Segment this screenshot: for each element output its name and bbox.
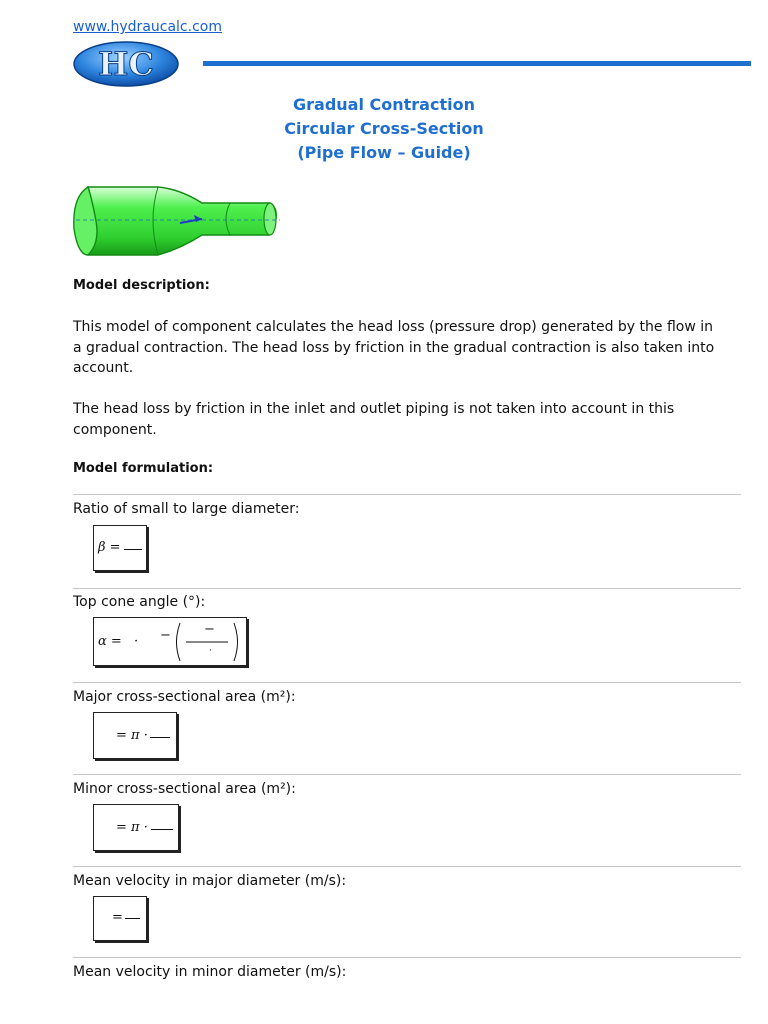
title-line-3: (Pipe Flow – Guide) (297, 143, 471, 162)
minor-velocity-label: Mean velocity in minor diameter (m/s): (73, 964, 347, 980)
major-area-formula (93, 712, 177, 759)
fraction-bar (151, 829, 173, 830)
formula-text: = π · (116, 728, 148, 743)
section-divider (73, 957, 741, 958)
cone-angle-label: Top cone angle (°): (73, 594, 206, 610)
title-line-1: Gradual Contraction (293, 95, 475, 114)
formula-text: = (112, 910, 123, 925)
major-velocity-formula (93, 896, 147, 941)
major-area-label: Major cross-sectional area (m²): (73, 689, 296, 705)
multiply-dot: · (134, 634, 139, 649)
numerator-minus: − (204, 622, 215, 637)
fraction-bar (124, 549, 142, 550)
description-paragraph-2: The head loss by friction in the inlet and outlet piping is not taken into account in this component. (73, 401, 675, 438)
minor-area-formula (93, 804, 179, 851)
svg-text:HC: HC (98, 45, 154, 83)
minor-area-label: Minor cross-sectional area (m²): (73, 781, 296, 797)
formula-text: = π · (116, 820, 148, 835)
formula-text: β = (98, 540, 121, 555)
fraction-bar (150, 737, 170, 738)
header-rule (203, 61, 751, 66)
minus-sign: − (160, 628, 171, 643)
site-link[interactable]: www.hydraucalc.com (73, 19, 222, 35)
cone-angle-formula (93, 617, 247, 666)
section-divider (73, 774, 741, 775)
major-velocity-label: Mean velocity in major diameter (m/s): (73, 873, 347, 889)
title-line-2: Circular Cross-Section (284, 119, 484, 138)
page-title (0, 93, 768, 165)
section-divider (73, 494, 741, 495)
section-divider (73, 588, 741, 589)
fraction-bar (125, 918, 140, 919)
model-description-heading: Model description: (73, 278, 210, 293)
ratio-diameter-formula (93, 525, 147, 571)
section-divider (73, 682, 741, 683)
denominator-dot: · (209, 646, 212, 656)
gradual-contraction-illustration (70, 183, 282, 259)
section-divider (73, 866, 741, 867)
description-paragraph-1: This model of component calculates the head loss (pressure drop) generated by the flow in a gradual contraction. The head loss by friction in the gradual contraction is also taken into account. (73, 319, 715, 376)
formula-text: α = (98, 634, 122, 649)
model-formulation-heading: Model formulation: (73, 461, 214, 476)
ratio-diameter-label: Ratio of small to large diameter: (73, 501, 300, 517)
hydraucalc-logo (73, 40, 179, 88)
